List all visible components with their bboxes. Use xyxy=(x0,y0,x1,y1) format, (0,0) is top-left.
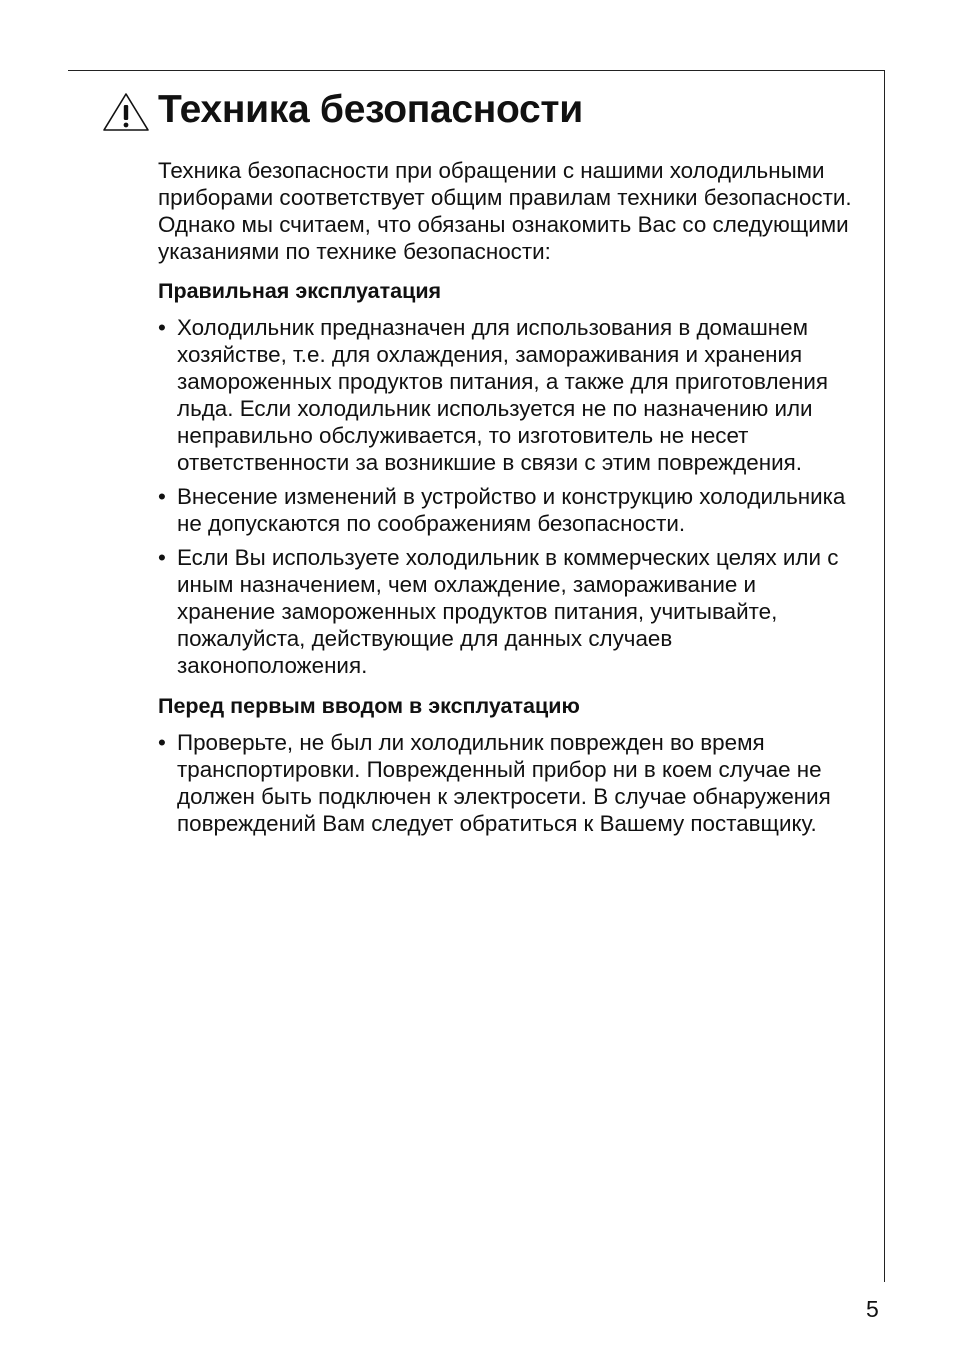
page-number: 5 xyxy=(866,1296,879,1322)
list-item: • Внесение изменений в устройство и конструкцию холодильника не допускаются по соображениям безопасности. xyxy=(158,483,858,537)
page-title: Техника безопасности xyxy=(158,88,583,131)
bullet-list-before-first-use xyxy=(158,729,858,837)
right-margin-rule xyxy=(884,70,885,1282)
intro-paragraph: Техника безопасности при обращении с нашими холодильными приборами соответствует общим правилам техники безопасности. Однако мы считаем, что обязаны ознакомить Вас со следующими указаниями по технике безопасности: xyxy=(158,158,852,264)
list-item: • Проверьте, не был ли холодильник поврежден во время транспортировки. Поврежденный прибор ни в коем случае не должен быть подключен к электросети. В случае обнаружения повреждений Вам следует обратиться к Вашему поставщику. xyxy=(158,729,858,837)
section-heading-proper-use: Правильная эксплуатация xyxy=(158,279,442,303)
warning-triangle-icon xyxy=(102,92,150,132)
top-rule xyxy=(68,70,885,71)
main-content xyxy=(158,157,858,844)
section-heading-before-first-use: Перед первым вводом в эксплуатацию xyxy=(158,694,580,718)
list-item: • Если Вы используете холодильник в коммерческих целях или с иным назначением, чем охлаждение, замораживание и хранение замороженных продуктов питания, учитывайте, пожалуйста, действующие для данных случаев законоположения. xyxy=(158,544,858,679)
bullet-list-proper-use xyxy=(158,314,858,679)
list-item: • Холодильник предназначен для использования в домашнем хозяйстве, т.е. для охлаждения, замораживания и хранения замороженных продуктов питания, а также для приготовления льда. Если холодильник используется не по назначению или неправильно обслуживается, то изготовитель не несет ответственности за возникшие в связи с этим повреждения. xyxy=(158,314,858,476)
